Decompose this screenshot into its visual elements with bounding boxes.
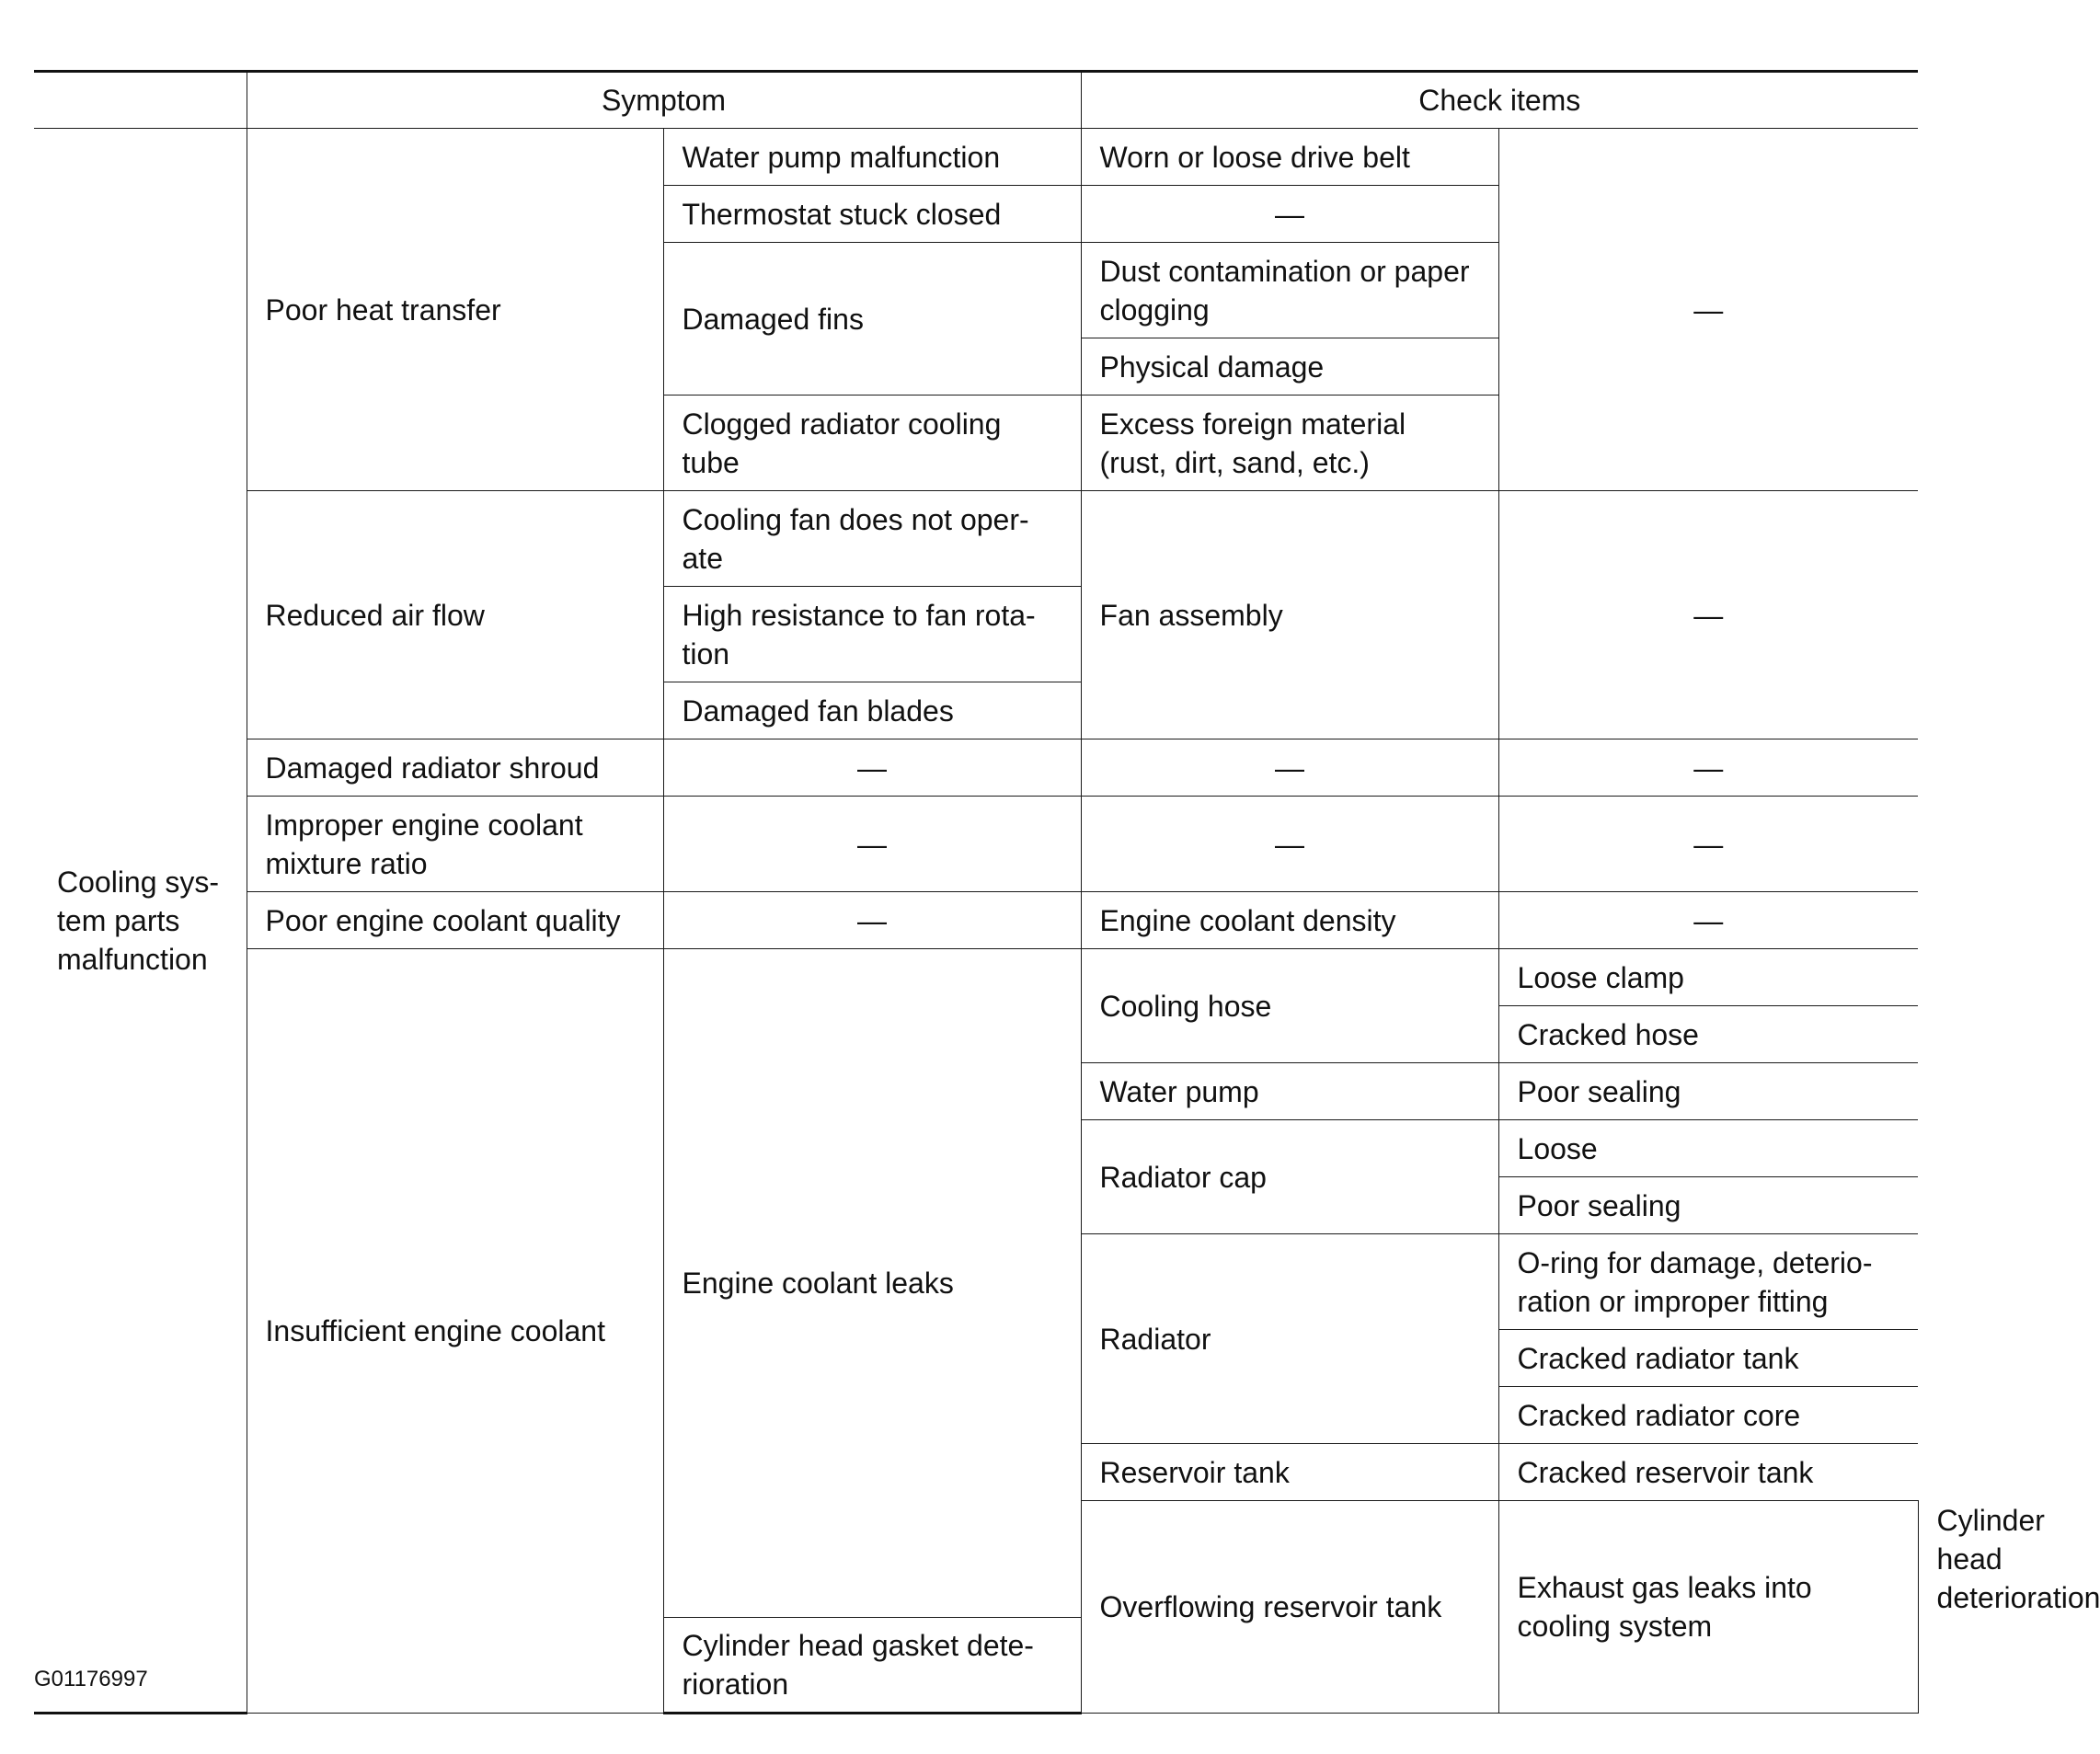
- cause-overflowing: Overflowing reservoir tank: [1081, 1501, 1498, 1714]
- dash-cell: —: [1081, 186, 1498, 243]
- check-reservoir-tank: Reservoir tank: [1081, 1444, 1498, 1501]
- dash-cell: —: [1081, 739, 1498, 797]
- detail-cracked-tank: Cracked radiator tank: [1498, 1330, 1918, 1387]
- category-cell: Cooling sys- tem parts malfunction: [34, 129, 247, 1714]
- detail-poor-sealing-cap: Poor sealing: [1498, 1177, 1918, 1234]
- symptom-poor-heat-transfer: Poor heat transfer: [247, 129, 663, 491]
- symptom-improper-ratio: Improper engine coolant mixture ratio: [247, 797, 663, 892]
- check-cooling-hose: Cooling hose: [1081, 949, 1498, 1063]
- detail-loose-clamp: Loose clamp: [1498, 949, 1918, 1006]
- dash-cell: —: [1498, 129, 1918, 491]
- check-coolant-density: Engine coolant density: [1081, 892, 1498, 949]
- cause-coolant-leaks: Engine coolant leaks: [663, 949, 1081, 1618]
- dash-cell: —: [1498, 892, 1918, 949]
- dash-cell: —: [1081, 797, 1498, 892]
- dash-cell: —: [663, 739, 1081, 797]
- header-category-cell: [34, 72, 247, 129]
- figure-id: G01176997: [34, 1667, 148, 1691]
- header-check-items: Check items: [1081, 72, 1918, 129]
- check-dust-contamination: Dust contamination or paper clogging: [1081, 243, 1498, 338]
- cause-water-pump-malfunction: Water pump malfunction: [663, 129, 1081, 186]
- check-exhaust-leaks: Exhaust gas leaks into cooling system: [1498, 1501, 1918, 1714]
- detail-poor-sealing-pump: Poor sealing: [1498, 1063, 1918, 1120]
- header-symptom: Symptom: [247, 72, 1081, 129]
- detail-loose: Loose: [1498, 1120, 1918, 1177]
- cause-clogged-tube: Clogged radiator cooling tube: [663, 396, 1081, 491]
- dash-cell: —: [1498, 491, 1918, 739]
- dash-cell: —: [663, 797, 1081, 892]
- detail-gasket-deterioration: Cylinder head gasket dete- rioration: [663, 1618, 1081, 1714]
- detail-cracked-reservoir: Cracked reservoir tank: [1498, 1444, 1918, 1501]
- symptom-damaged-shroud: Damaged radiator shroud: [247, 739, 663, 797]
- dash-cell: —: [1498, 797, 1918, 892]
- cause-high-resistance: High resistance to fan rota- tion: [663, 587, 1081, 682]
- check-radiator-cap: Radiator cap: [1081, 1120, 1498, 1234]
- dash-cell: —: [1498, 739, 1918, 797]
- troubleshooting-table: Symptom Check items Cooling sys- tem parts malfunction Poor heat transfer Water pump malfunction Worn or loose drive belt — Thermostat stuck closed — Damaged fins Dust contamination or paper clogging Physical damage Clogged radiator cooling tube Excess foreign material (rust, dirt, sand, etc.) Reduced air flow Cooling fan does not oper- ate Fan assembly — High resistance to fan rota- tion Damaged fan blades Damaged radiator shroud — — — Improper engine coolant mixture ratio — — — Poor engine coolant quality — Engine coolant density — Insufficient engine coolant Engine coolant leaks Cooling hose Loose clamp Cracked hose Water pump Poor sealing Radiator cap Loose Poor sealing Radiator O-ring for damage, deterio- ration or improper fitting Cracked radiator tank Cracked radiator core Reservoir tank Cracked reservoir tank Overflowing reservoir tank Exhaust gas leaks into cooling system Cylinder head deterioration Cylinder head gasket dete- rioration: [34, 70, 1918, 1714]
- cause-damaged-blades: Damaged fan blades: [663, 682, 1081, 739]
- symptom-insufficient-coolant: Insufficient engine coolant: [247, 949, 663, 1714]
- cause-thermostat-stuck: Thermostat stuck closed: [663, 186, 1081, 243]
- detail-cracked-core: Cracked radiator core: [1498, 1387, 1918, 1444]
- check-water-pump: Water pump: [1081, 1063, 1498, 1120]
- check-excess-foreign: Excess foreign material (rust, dirt, sand, etc.): [1081, 396, 1498, 491]
- symptom-reduced-air-flow: Reduced air flow: [247, 491, 663, 739]
- dash-cell: —: [663, 892, 1081, 949]
- header-row: [34, 72, 1918, 129]
- cause-fan-not-operate: Cooling fan does not oper- ate: [663, 491, 1081, 587]
- symptom-poor-quality: Poor engine coolant quality: [247, 892, 663, 949]
- detail-oring: O-ring for damage, deterio- ration or improper fitting: [1498, 1234, 1918, 1330]
- check-radiator: Radiator: [1081, 1234, 1498, 1444]
- check-physical-damage: Physical damage: [1081, 338, 1498, 396]
- check-worn-drive-belt: Worn or loose drive belt: [1081, 129, 1498, 186]
- check-fan-assembly: Fan assembly: [1081, 491, 1498, 739]
- cause-damaged-fins: Damaged fins: [663, 243, 1081, 396]
- detail-cracked-hose: Cracked hose: [1498, 1006, 1918, 1063]
